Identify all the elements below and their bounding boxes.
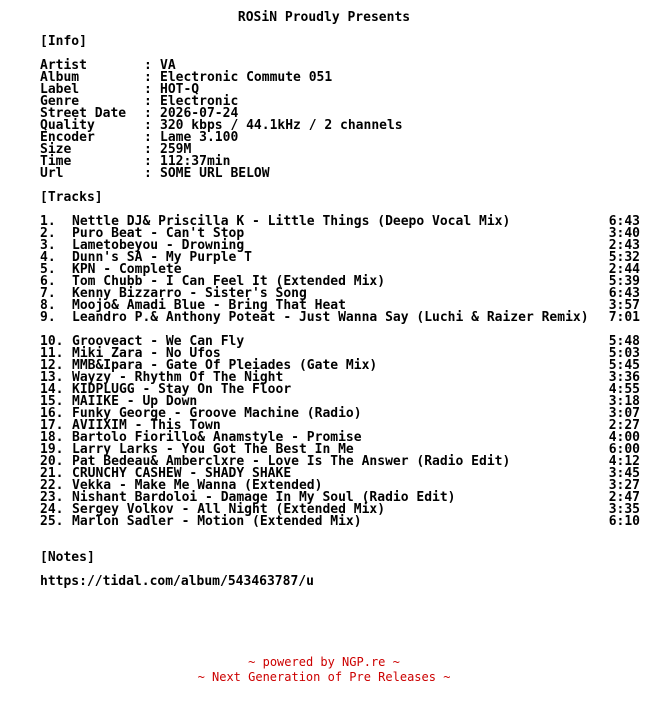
track-duration: 3:36 [608,370,640,385]
info-value: 320 kbps / 44.1kHz / 2 channels [160,118,403,133]
info-separator: : [144,106,152,121]
track-number: 8. [40,298,56,313]
info-separator: : [144,58,152,73]
track-duration: 3:07 [608,406,640,421]
track-duration: 3:45 [608,466,640,481]
track-duration: 5:48 [608,334,640,349]
info-key: Url [40,166,64,181]
track-number: 15. [40,394,64,409]
track-number: 16. [40,406,64,421]
track-title: Pat Bedeau& Amberclxre - Love Is The Answer (Radio Edit) [72,454,511,469]
info-key: Artist [40,58,87,73]
track-title: Tom Chubb - I Can Feel It (Extended Mix) [72,274,386,289]
info-separator: : [144,130,152,145]
track-number: 5. [40,262,56,277]
track-number: 7. [40,286,56,301]
track-title: Bartolo Fiorillo& Anamstyle - Promise [72,430,362,445]
track-number: 23. [40,490,64,505]
info-key: Size [40,142,72,157]
track-title: Sergey Volkov - All Night (Extended Mix) [72,502,386,517]
info-value: SOME URL BELOW [160,166,270,181]
track-number: 9. [40,310,56,325]
track-duration: 4:12 [608,454,640,469]
track-number: 1. [40,214,56,229]
track-title: Marlon Sadler - Motion (Extended Mix) [72,514,362,529]
track-number: 14. [40,382,64,397]
info-key: Street Date [40,106,127,121]
info-key: Quality [40,118,95,133]
info-key: Time [40,154,72,169]
info-key: Album [40,70,80,85]
track-title: Dunn's SA - My Purple T [72,250,253,265]
track-title: CRUNCHY CASHEW - SHADY SHAKE [72,466,292,481]
track-title: Kenny Bizzarro - Sister's Song [72,286,307,301]
track-duration: 3:18 [608,394,640,409]
track-number: 13. [40,370,64,385]
notes-url-link[interactable]: https://tidal.com/album/543463787/u [40,574,314,589]
info-value: 112:37min [160,154,231,169]
info-value: Lame 3.100 [160,130,239,145]
track-number: 3. [40,238,56,253]
track-title: Leandro P.& Anthony Poteat - Just Wanna Say (Luchi & Raizer Remix) [72,310,589,325]
info-key: Genre [40,94,80,109]
track-title: KPN - Complete [72,262,182,277]
track-duration: 4:55 [608,382,640,397]
track-title: Lametobeyou - Drowning [72,238,245,253]
track-duration: 6:43 [608,214,640,229]
info-separator: : [144,142,152,157]
track-title: Wayzy - Rhythm Of The Night [72,370,284,385]
page-title: ROSiN Proudly Presents [237,10,411,25]
track-title: Nishant Bardoloi - Damage In My Soul (Radio Edit) [72,490,456,505]
info-separator: : [144,166,152,181]
track-title: MAIIKE - Up Down [72,394,198,409]
track-duration: 2:47 [608,490,640,505]
track-duration: 5:32 [608,250,640,265]
track-title: Nettle DJ& Priscilla K - Little Things (Deepo Vocal Mix) [72,214,511,229]
track-duration: 7:01 [608,310,640,325]
track-number: 24. [40,502,64,517]
track-title: Funky George - Groove Machine (Radio) [72,406,362,421]
track-number: 17. [40,418,64,433]
track-number: 22. [40,478,64,493]
info-value: 259M [160,142,192,157]
track-duration: 5:45 [608,358,640,373]
info-value: HOT-Q [160,82,200,97]
track-title: Puro Beat - Can't Stop [72,226,245,241]
footer-powered-by: ~ powered by NGP.re ~ [248,655,400,669]
track-number: 21. [40,466,64,481]
info-value: 2026-07-24 [160,106,239,121]
info-value: Electronic [160,94,239,109]
footer-tagline: ~ Next Generation of Pre Releases ~ [197,670,451,684]
track-duration: 6:00 [608,442,640,457]
track-title: Moojo& Amadi Blue - Bring That Heat [72,298,346,313]
track-title: Grooveact - We Can Fly [72,334,245,349]
track-number: 20. [40,454,64,469]
info-separator: : [144,118,152,133]
info-value: Electronic Commute 051 [160,70,333,85]
track-title: Larry Larks - You Got The Best In Me [72,442,354,457]
info-row [40,168,270,180]
track-number: 4. [40,250,56,265]
track-duration: 3:27 [608,478,640,493]
track-title: MMB&Ipara - Gate Of Pleiades (Gate Mix) [72,358,378,373]
info-key: Label [40,82,80,97]
track-number: 11. [40,346,64,361]
track-number: 19. [40,442,64,457]
section-heading-info: [Info] [40,34,87,49]
section-heading-notes: [Notes] [40,550,95,565]
track-duration: 4:00 [608,430,640,445]
track-number: 6. [40,274,56,289]
track-number: 18. [40,430,64,445]
info-key: Encoder [40,130,95,145]
track-duration: 2:43 [608,238,640,253]
track-title: KIDPLUGG - Stay On The Floor [72,382,292,397]
track-number: 12. [40,358,64,373]
info-separator: : [144,70,152,85]
track-duration: 5:03 [608,346,640,361]
track-title: Vekka - Make Me Wanna (Extended) [72,478,323,493]
track-title: AVIIXIM - This Town [72,418,221,433]
track-number: 10. [40,334,64,349]
section-heading-tracks: [Tracks] [40,190,103,205]
track-duration: 5:39 [608,274,640,289]
track-title: Miki Zara - No Ufos [72,346,221,361]
track-number: 25. [40,514,64,529]
track-duration: 6:43 [608,286,640,301]
track-duration: 2:27 [608,418,640,433]
track-duration: 3:35 [608,502,640,517]
track-duration: 3:40 [608,226,640,241]
track-duration: 3:57 [608,298,640,313]
info-separator: : [144,154,152,169]
track-duration: 6:10 [608,514,640,529]
info-value: VA [160,58,176,73]
track-number: 2. [40,226,56,241]
info-separator: : [144,94,152,109]
info-separator: : [144,82,152,97]
track-duration: 2:44 [608,262,640,277]
